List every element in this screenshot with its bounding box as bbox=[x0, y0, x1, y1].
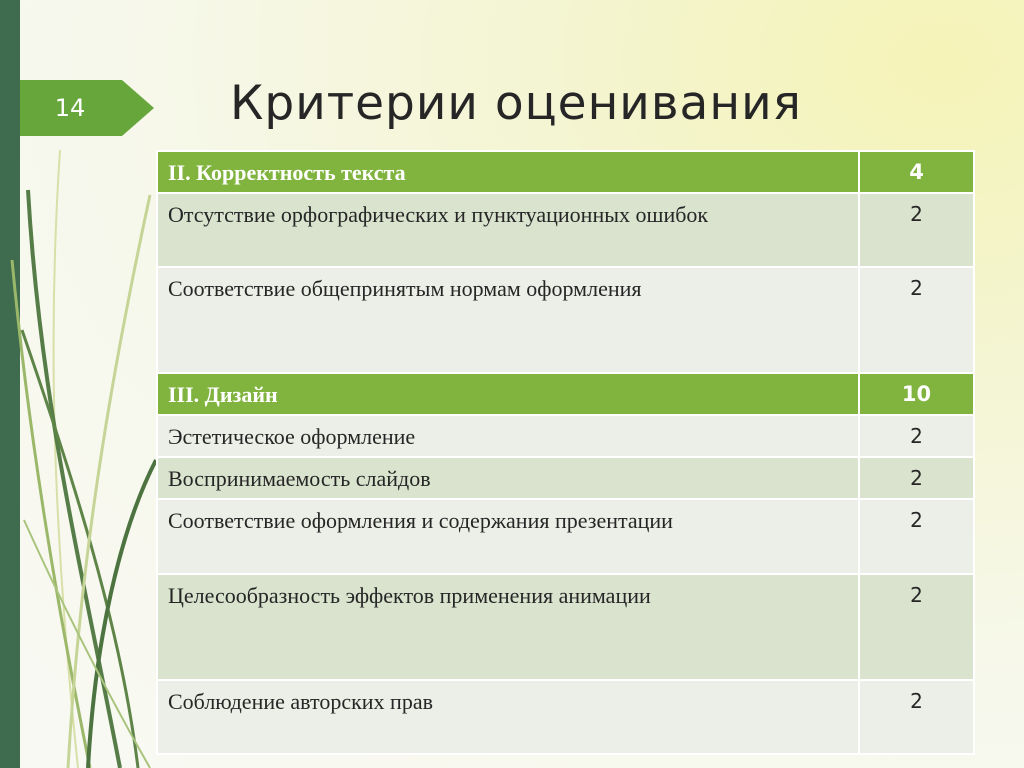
criterion-score: 2 bbox=[859, 499, 974, 574]
table-row bbox=[157, 457, 974, 499]
slide-number: 14 bbox=[54, 94, 86, 122]
table-row bbox=[157, 415, 974, 457]
table-row bbox=[157, 267, 974, 373]
criteria-table bbox=[156, 150, 975, 755]
criterion-label: Соответствие оформления и содержания презентации bbox=[157, 499, 859, 574]
criterion-score: 2 bbox=[859, 415, 974, 457]
section-label: II. Корректность текста bbox=[157, 151, 859, 193]
criterion-label: Соблюдение авторских прав bbox=[157, 680, 859, 754]
criterion-score: 2 bbox=[859, 267, 974, 373]
criterion-label: Эстетическое оформление bbox=[157, 415, 859, 457]
criterion-score: 2 bbox=[859, 680, 974, 754]
table-row bbox=[157, 499, 974, 574]
section-score: 4 bbox=[859, 151, 974, 193]
table-row bbox=[157, 193, 974, 267]
criterion-label: Целесообразность эффектов применения анимации bbox=[157, 574, 859, 680]
section-row-text-correctness bbox=[157, 151, 974, 193]
criterion-label: Отсутствие орфографических и пунктуационных ошибок bbox=[157, 193, 859, 267]
criterion-label: Соответствие общепринятым нормам оформления bbox=[157, 267, 859, 373]
table-row bbox=[157, 680, 974, 754]
criterion-score: 2 bbox=[859, 457, 974, 499]
section-label: III. Дизайн bbox=[157, 373, 859, 415]
section-score: 10 bbox=[859, 373, 974, 415]
section-row-design bbox=[157, 373, 974, 415]
page-title: Критерии оценивания bbox=[230, 76, 802, 131]
table-row bbox=[157, 574, 974, 680]
criterion-score: 2 bbox=[859, 193, 974, 267]
criterion-score: 2 bbox=[859, 574, 974, 680]
criterion-label: Воспринимаемость слайдов bbox=[157, 457, 859, 499]
